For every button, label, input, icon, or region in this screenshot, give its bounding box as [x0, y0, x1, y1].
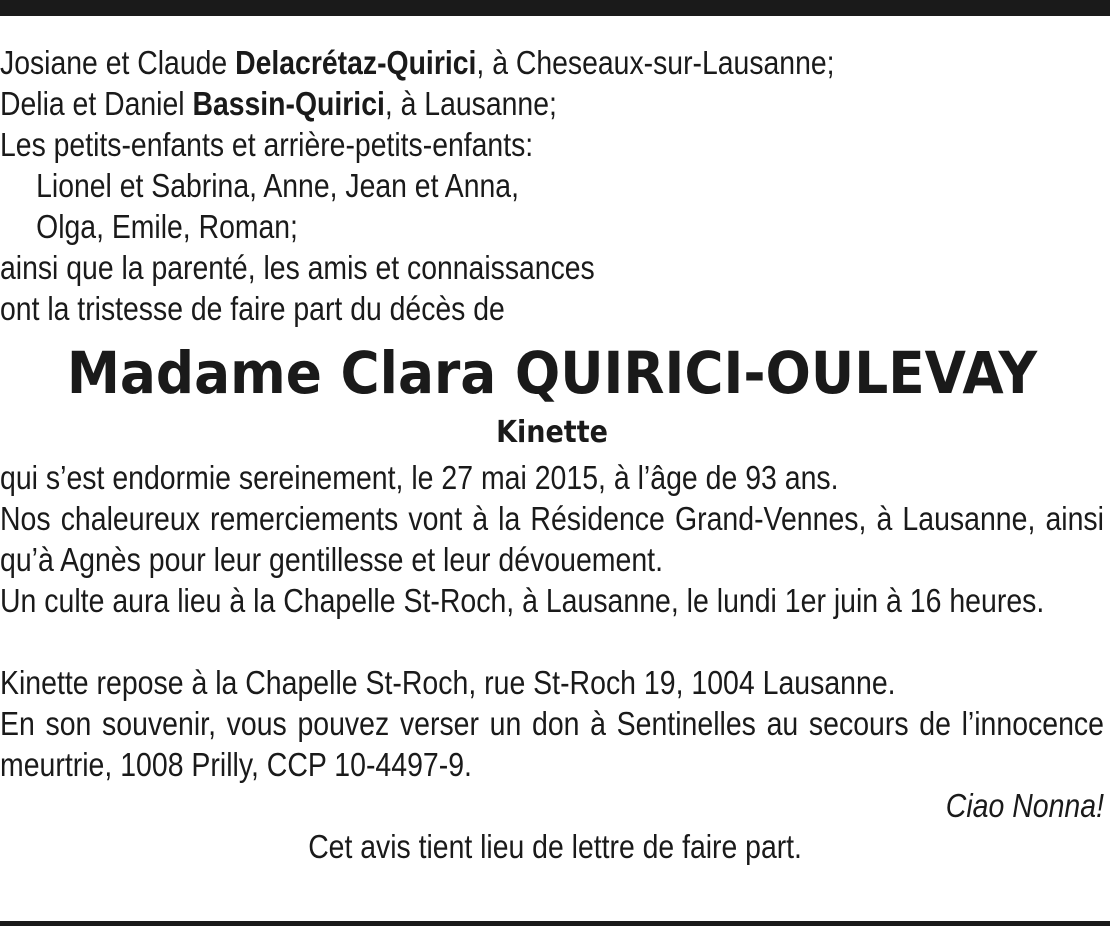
repose-paragraph: Kinette repose à la Chapelle St-Roch, rue St-Roch 19, 1004 Lausanne.	[0, 664, 896, 701]
donation-paragraph: En son souvenir, vous pouvez verser un don à Sentinelles au secours de l’innocence meurtrie, 1008 Prilly, CCP 10-4497-9.	[0, 705, 1104, 783]
family-line-1	[0, 42, 949, 83]
relatives-line: ainsi que la parenté, les amis et connaissances	[0, 249, 595, 286]
grandchildren-line-2: Olga, Emile, Roman;	[36, 208, 298, 245]
family-line-1-surname: Delacrétaz-Quirici	[235, 44, 477, 81]
footer-note	[0, 826, 1110, 867]
bottom-rule	[0, 921, 1110, 926]
service-paragraph: Un culte aura lieu à la Chapelle St-Roch, à Lausanne, le lundi 1er juin à 16 heures.	[0, 582, 1045, 619]
grandchildren-heading: Les petits-enfants et arrière-petits-enfants:	[0, 126, 534, 163]
thanks-paragraph: Nos chaleureux remerciements vont à la Résidence Grand-Vennes, à Lausanne, ainsi qu’à Agnès pour leur gentillesse et leur dévouement.	[0, 500, 1104, 578]
grandchildren-line-1: Lionel et Sabrina, Anne, Jean et Anna,	[36, 167, 519, 204]
family-line-2-surname: Bassin-Quirici	[192, 85, 385, 122]
deceased-nickname: Kinette	[496, 415, 608, 450]
family-line-2-suffix: , à Lausanne;	[384, 85, 557, 122]
footer-note-text: Cet avis tient lieu de lettre de faire part.	[308, 828, 802, 865]
signoff: Ciao Nonna!	[945, 787, 1104, 824]
family-line-2	[0, 83, 949, 124]
family-line-2-prefix: Delia et Daniel	[0, 85, 193, 122]
deceased-name: Madame Clara QUIRICI-OULEVAY	[66, 339, 1038, 407]
family-line-1-suffix: , à Cheseaux-sur-Lausanne;	[476, 44, 835, 81]
obituary-notice	[0, 42, 1104, 867]
passing-paragraph: qui s’est endormie sereinement, le 27 mai 2015, à l’âge de 93 ans.	[0, 459, 839, 496]
family-line-1-prefix: Josiane et Claude	[0, 44, 236, 81]
top-rule	[0, 0, 1110, 16]
announcement-line: ont la tristesse de faire part du décès de	[0, 290, 505, 327]
